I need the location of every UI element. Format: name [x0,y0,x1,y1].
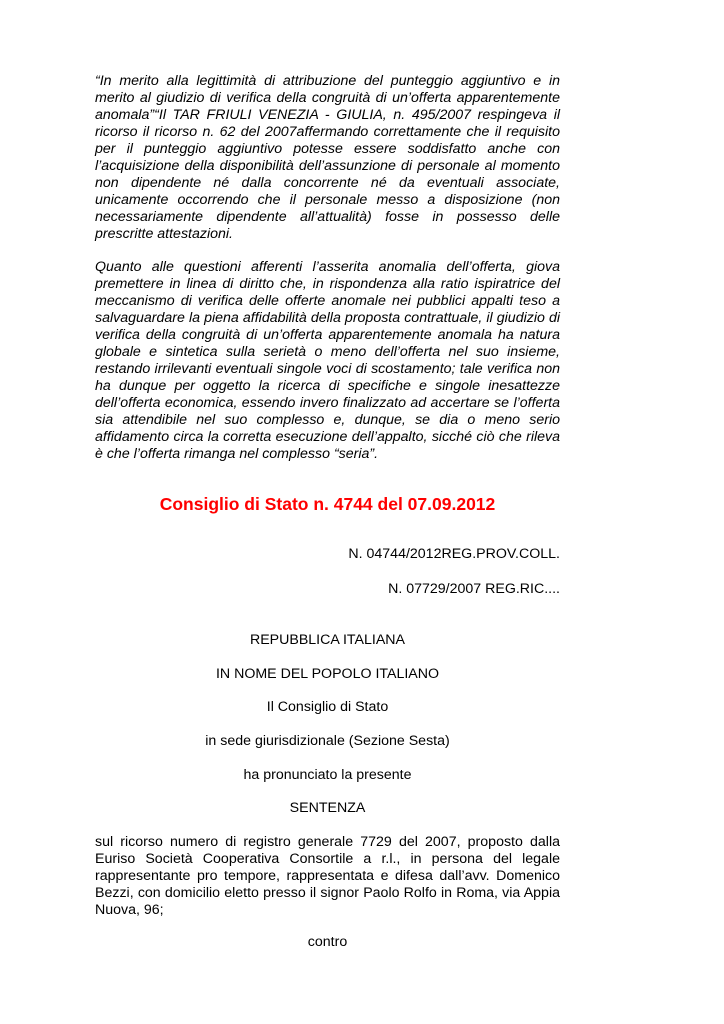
section-heading: Consiglio di Stato n. 4744 del 07.09.2012 [159,494,496,514]
appeal-paragraph: sul ricorso numero di registro generale 7729 del 2007, proposto dalla Euriso Società Cooperativa Consortile a r.l., in persona del legale rappresentante pro tempore, rappresentata e difesa dall’avv. Domenico Bezzi, con domicilio eletto presso il signor Paolo Rolfo in Roma, via Appia Nuova, 96; [95,834,560,918]
republic-title: REPUBBLICA ITALIANA [249,632,406,648]
against-line: contro [307,934,348,950]
jurisdiction-seat: in sede giurisdizionale (Sezione Sesta) [205,733,450,749]
reference-number-appeal: N. 07729/2007 REG.RIC.... [388,581,560,597]
council-name: Il Consiglio di Stato [266,699,389,715]
reference-number-provision: N. 04744/2012REG.PROV.COLL. [348,546,560,562]
quote-paragraph: “In merito alla legittimità di attribuzione del punteggio aggiuntivo e in merito al giudizio di verifica della congruità di un’offerta apparentemente anomala”“Il TAR FRIULI VENEZIA - GIULIA, n. 495/2007 respingeva il ricorso il ricorso n. 62 del 2007affermando correttamente che il requisito per il punteggio aggiuntivo potesse essere soddisfatto anche con l’acquisizione della disponibilità dell’assunzione di personale al momento non dipendente né dalla concorrente né da eventuali associate, unicamente occorrendo che il personale messo a disposizione (non necessariamente dipendente all’attualità) fosse in possesso delle prescritte attestazioni. [95,73,560,242]
pronounced-line: ha pronunciato la presente [243,767,412,783]
anomaly-paragraph: Quanto alle questioni afferenti l’asserita anomalia dell’offerta, giova premettere in linea di diritto che, in rispondenza alla ratio ispiratrice del meccanismo di verifica delle offerte anomale nei pubblici appalti teso a salvaguardare la piena affidabilità della proposta contrattuale, il giudizio di verifica della congruità di un’offerta apparentemente anomala ha natura globale e sintetica sulla serietà o meno dell’offerta nel suo insieme, restando irrilevanti eventuali singole voci di scostamento; tale verifica non ha dunque per oggetto la ricerca di specifiche e singole inesattezze dell’offerta economica, essendo invero finalizzato ad accertare se l’offerta sia attendibile nel suo complesso e, dunque, se dia o meno serio affidamento circa la corretta esecuzione dell’appalto, sicché ciò che rileva è che l’offerta rimanga nel complesso “seria”. [95,259,560,462]
judgment-title: SENTENZA [289,800,366,816]
in-name-of-people: IN NOME DEL POPOLO ITALIANO [215,666,440,682]
